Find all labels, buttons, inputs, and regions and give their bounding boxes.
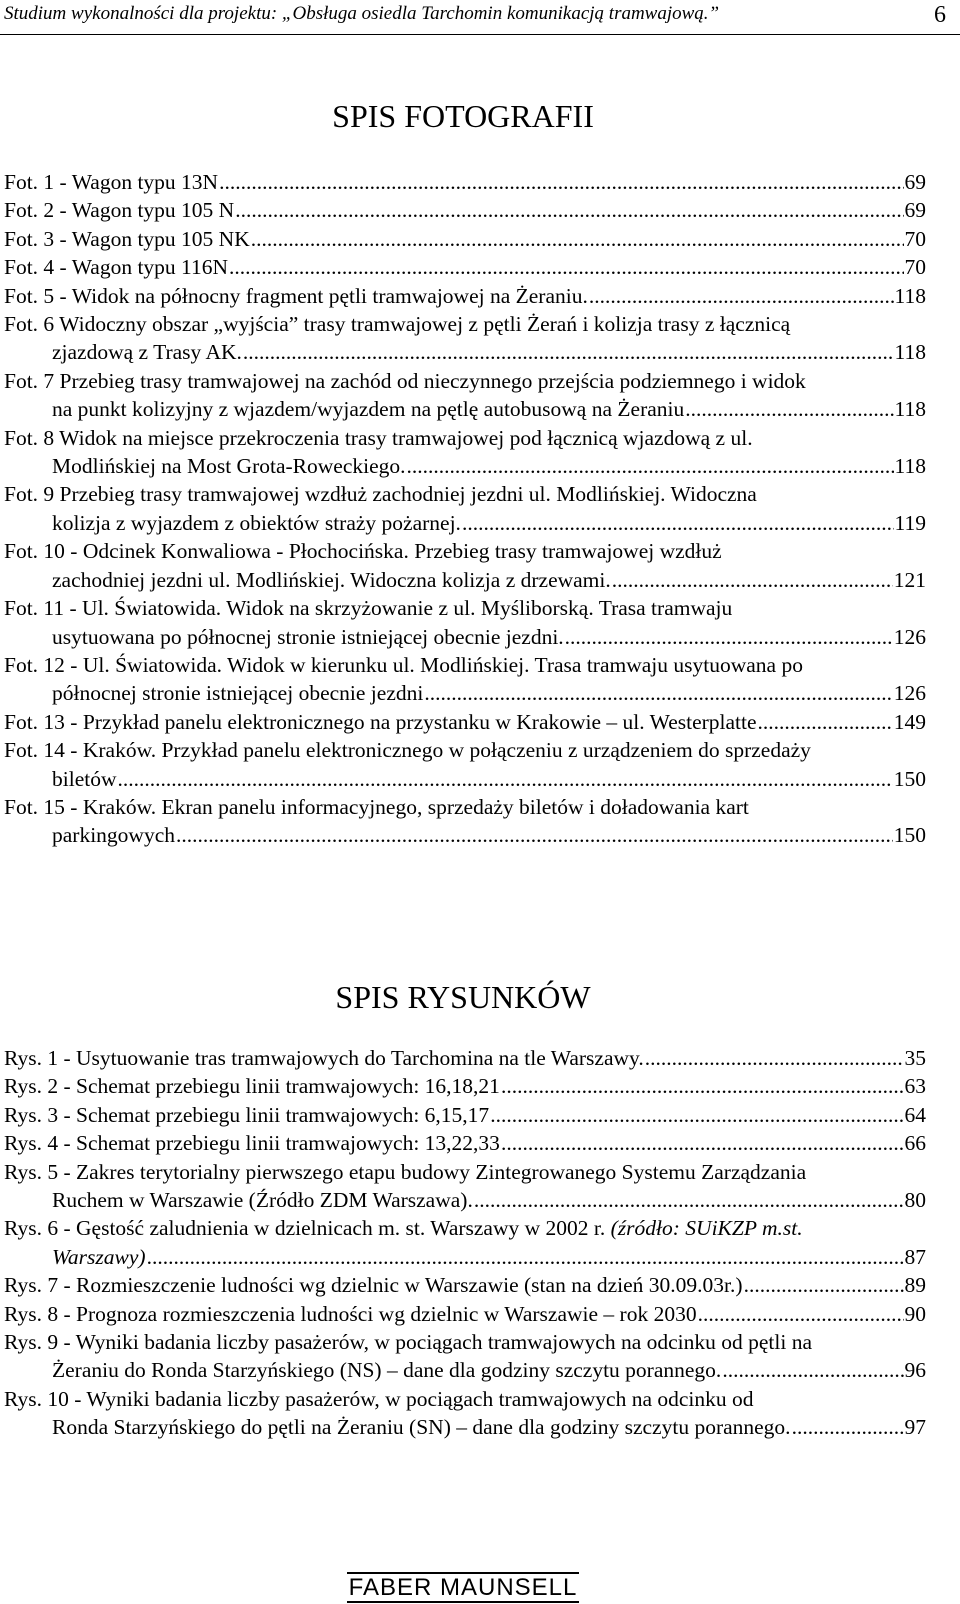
toc-entry-text: Fot. 1 - Wagon typu 13N [4,170,219,194]
toc-page-number: 90 [904,1301,926,1326]
dot-leader [424,679,892,707]
toc-entry-text: Fot. 12 - Ul. Światowida. Widok w kierunku ul. Modlińskiej. Trasa tramwaju usytuowana po [4,652,803,677]
toc-entry[interactable] [4,537,926,594]
document-title: Studium wykonalności dla projektu: „Obsługa osiedla Tarchomin komunikacją tramwajową.” [4,3,720,24]
toc-entry-text: Fot. 15 - Kraków. Ekran panelu informacyjnego, sprzedaży biletów i doładowania kart [4,794,749,819]
toc-page-number: 66 [904,1131,926,1156]
toc-entry-text: Fot. 7 Przebieg trasy tramwajowej na zachód od nieczynnego przejścia podziemnego i widok [4,368,806,393]
toc-entry[interactable] [4,651,926,708]
toc-entry[interactable] [4,1300,926,1328]
toc-entry-text: zachodniej jezdni ul. Modlińskiej. Widoczna kolizja z drzewami. [52,567,611,592]
toc-entry-text: biletów [52,766,117,791]
dot-leader [251,225,904,253]
photos-section-title: SPIS FOTOGRAFII [332,98,594,134]
dot-leader [490,1101,903,1129]
toc-page-number: 118 [894,397,926,422]
toc-entry[interactable] [4,168,926,196]
toc-entry-text: Modlińskiej na Most Grota-Roweckiego. [52,454,406,479]
toc-entry-text: zjazdową z Trasy AK. [52,340,242,365]
toc-entry-text: Rys. 8 - Prognoza rozmieszczenia ludności wg dzielnic w Warszawie – rok 2030 [4,1301,697,1326]
toc-page-number: 35 [904,1046,926,1070]
toc-entry[interactable] [4,736,926,793]
toc-entry-text: Fot. 4 - Wagon typu 116N [4,255,229,280]
toc-entry-text: Rys. 6 - Gęstość zaludnienia w dzielnicach m. st. Warszawy w 2002 r. (źródło: SUiKZP m.st. [4,1216,803,1241]
page-header [0,0,960,35]
toc-entry-text: Fot. 10 - Odcinek Konwaliowa - Płochocińska. Przebieg trasy tramwajowej wzdłuż [4,539,722,564]
toc-entry-text: Fot. 13 - Przykład panelu elektronicznego na przystanku w Krakowie – ul. Westerplatte [4,709,757,734]
toc-page-number: 118 [894,283,926,308]
toc-page-number: 69 [904,198,926,223]
toc-entry-text: Ronda Starzyńskiego do pętli na Żeraniu (SN) – dane dla godziny szczytu porannego. [52,1415,791,1440]
toc-page-number: 121 [893,567,926,592]
toc-entry-text: Fot. 9 Przebieg trasy tramwajowej wzdłuż zachodniej jezdni ul. Modlińskiej. Widoczna [4,482,757,507]
toc-entry[interactable] [4,1385,926,1442]
dot-leader [744,1271,904,1299]
dot-leader [792,1413,904,1441]
dot-leader [685,395,893,423]
toc-page-number: 150 [893,823,926,848]
toc-entry-text: Warszawy) [52,1244,146,1269]
toc-entry[interactable] [4,225,926,253]
drawings-list [4,1044,926,1442]
toc-entry-text: Rys. 1 - Usytuowanie tras tramwajowych do Tarchomina na tle Warszawy. [4,1046,644,1070]
dot-leader [219,168,903,196]
company-logo: FABER MAUNSELL [348,1574,578,1601]
dot-leader [698,1300,904,1328]
toc-page-number: 64 [904,1102,926,1127]
page-number: 6 [934,2,946,28]
toc-entry[interactable] [4,253,926,281]
toc-entry-text: północnej stronie istniejącej obecnie jezdni [52,681,424,706]
toc-page-number: 118 [894,454,926,479]
toc-entry[interactable] [4,1158,926,1215]
toc-entry[interactable] [4,708,926,736]
dot-leader [462,509,894,537]
dot-leader [229,253,903,281]
dot-leader [565,623,893,651]
dot-leader [722,1356,903,1384]
dot-leader [501,1072,904,1100]
dot-leader [758,708,893,736]
toc-entry[interactable] [4,480,926,537]
toc-entry-text: Fot. 11 - Ul. Światowida. Widok na skrzyżowanie z ul. Myśliborską. Trasa tramwaju [4,596,733,621]
dot-leader [147,1243,904,1271]
toc-page-number: 63 [904,1074,926,1099]
toc-entry-text: Ruchem w Warszawie (Źródło ZDM Warszawa). [52,1188,473,1213]
toc-entry-text: usytuowana po północnej stronie istniejącej obecnie jezdni. [52,624,564,649]
toc-page-number: 87 [904,1244,926,1269]
toc-entry[interactable] [4,282,926,310]
toc-entry[interactable] [4,367,926,424]
dot-leader [235,196,903,224]
toc-entry-text: Rys. 5 - Zakres terytorialny pierwszego etapu budowy Zintegrowanego Systemu Zarządzania [4,1159,807,1184]
toc-entry-text: kolizja z wyjazdem z obiektów straży pożarnej. [52,510,461,535]
toc-page-number: 126 [893,624,926,649]
toc-entry-text: Fot. 5 - Widok na północny fragment pętli tramwajowej na Żeraniu. [4,283,588,308]
toc-entry[interactable] [4,310,926,367]
dot-leader [589,282,894,310]
toc-entry-text: Fot. 3 - Wagon typu 105 NK [4,226,250,251]
toc-entry-text: Rys. 7 - Rozmieszczenie ludności wg dzielnic w Warszawie (stan na dzień 30.09.03r.) [4,1273,743,1298]
toc-entry[interactable] [4,793,926,850]
dot-leader [474,1186,904,1214]
toc-page-number: 69 [904,170,926,194]
toc-entry-text: parkingowych [52,823,175,848]
toc-entry[interactable] [4,1072,926,1100]
toc-entry-text: Fot. 8 Widok na miejsce przekroczenia trasy tramwajowej pod łącznicą wjazdową z ul. [4,425,753,450]
dot-leader [243,338,894,366]
toc-entry[interactable] [4,1214,926,1271]
dot-leader [176,821,893,849]
drawings-section-title: SPIS RYSUNKÓW [335,979,591,1015]
toc-page-number: 97 [904,1415,926,1440]
toc-page-number: 150 [893,766,926,791]
photos-list [4,168,926,850]
toc-page-number: 80 [904,1188,926,1213]
toc-page-number: 126 [893,681,926,706]
toc-page-number: 149 [893,709,926,734]
toc-entry-text: Rys. 9 - Wyniki badania liczby pasażerów, w pociągach tramwajowych na odcinku od pętli na [4,1330,813,1355]
dot-leader [118,765,893,793]
toc-page-number: 70 [904,255,926,280]
toc-entry[interactable] [4,1271,926,1299]
dot-leader [612,566,893,594]
dot-leader [645,1044,904,1072]
toc-entry[interactable] [4,1129,926,1157]
toc-page-number: 118 [894,340,926,365]
toc-page-number: 70 [904,226,926,251]
dot-leader [407,452,894,480]
toc-page-number: 89 [904,1273,926,1298]
toc-entry-text: Fot. 14 - Kraków. Przykład panelu elektronicznego w połączeniu z urządzeniem do sprzedaży [4,738,811,763]
toc-entry[interactable] [4,196,926,224]
toc-entry-text: Rys. 4 - Schemat przebiegu linii tramwajowych: 13,22,33 [4,1131,500,1156]
toc-entry-text: Rys. 3 - Schemat przebiegu linii tramwajowych: 6,15,17 [4,1102,490,1127]
toc-entry-text: Fot. 6 Widoczny obszar „wyjścia” trasy tramwajowej z pętli Żerań i kolizja trasy z łącznicą [4,312,791,337]
toc-entry-text: Rys. 10 - Wyniki badania liczby pasażerów, w pociągach tramwajowych na odcinku od [4,1386,754,1411]
toc-entry[interactable] [4,1328,926,1385]
toc-entry[interactable] [4,594,926,651]
toc-entry[interactable] [4,1044,926,1072]
toc-entry[interactable] [4,1101,926,1129]
toc-entry-text: na punkt kolizyjny z wjazdem/wyjazdem na pętlę autobusową na Żeraniu [52,397,685,422]
toc-page-number: 119 [894,510,926,535]
dot-leader [501,1129,904,1157]
source-citation: (źródło: SUiKZP m.st. [610,1216,803,1241]
toc-entry-text: Fot. 2 - Wagon typu 105 N [4,198,235,223]
toc-page-number: 96 [904,1358,926,1383]
toc-entry-text: Żeraniu do Ronda Starzyńskiego (NS) – dane dla godziny szczytu porannego. [52,1358,722,1383]
toc-entry[interactable] [4,424,926,481]
toc-entry-text: Rys. 2 - Schemat przebiegu linii tramwajowych: 16,18,21 [4,1074,500,1099]
